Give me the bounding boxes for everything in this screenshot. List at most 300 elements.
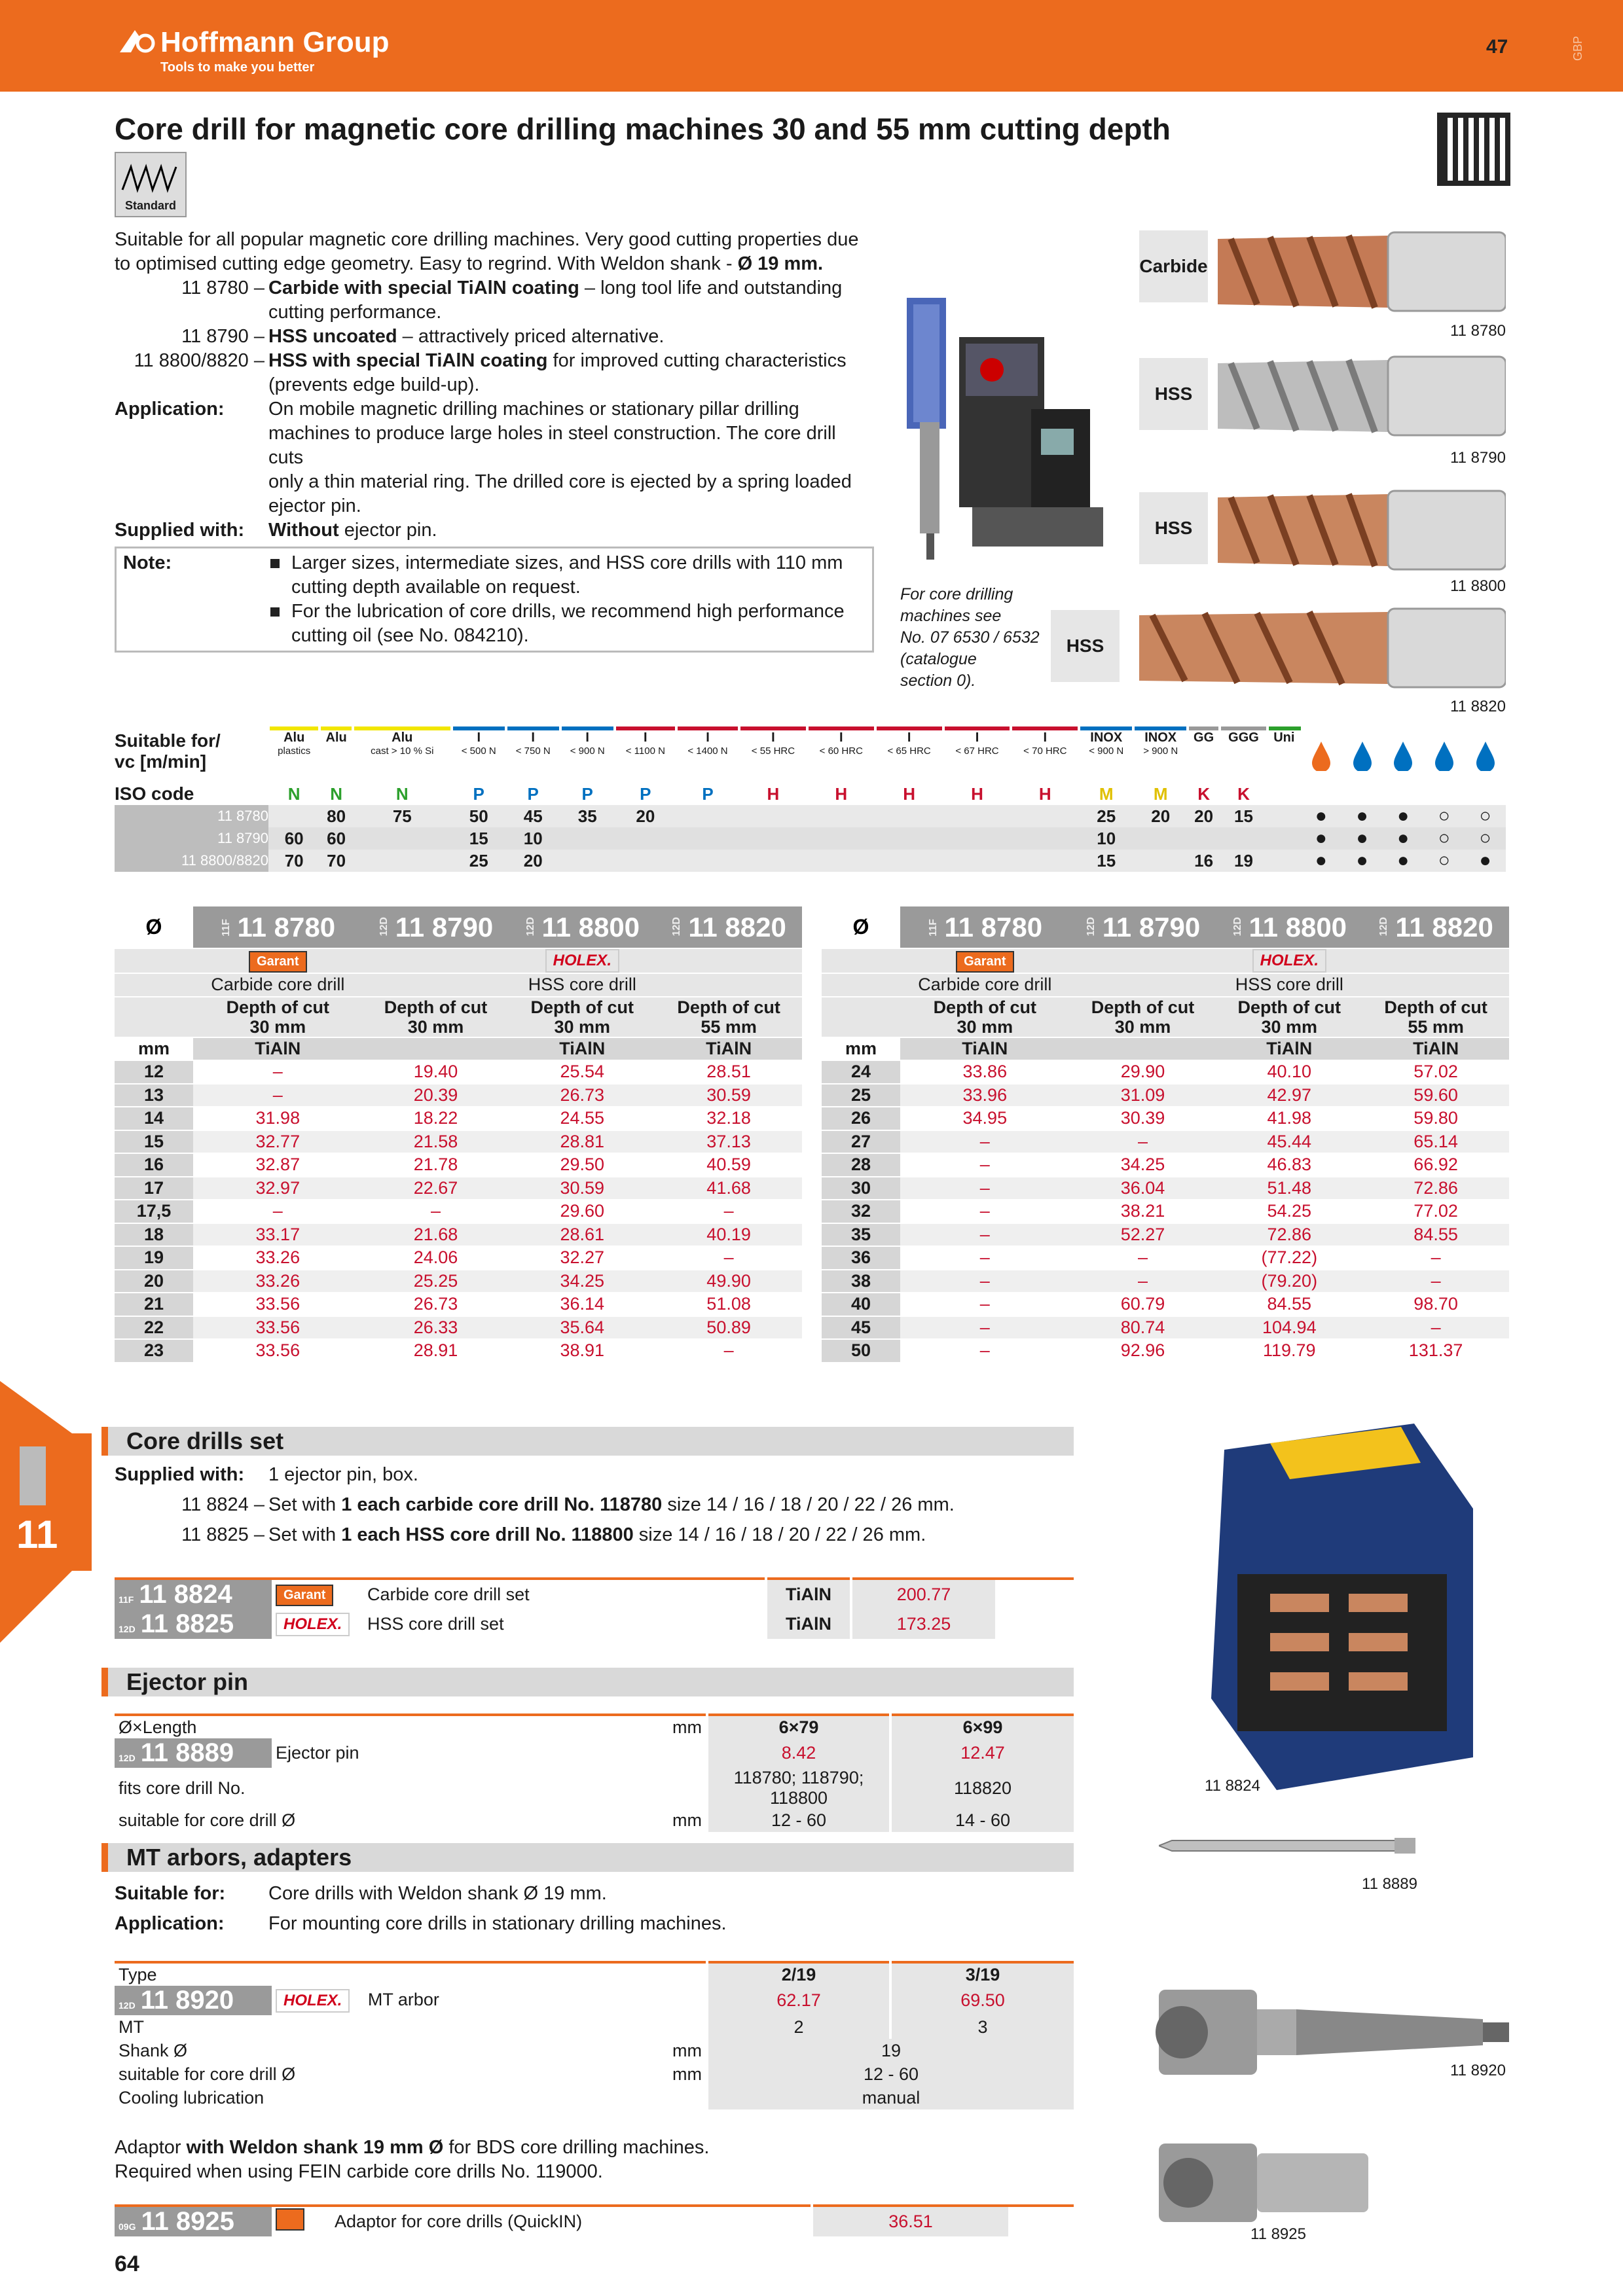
- iso-code: H: [767, 783, 780, 804]
- price-cell: 26.73: [363, 1293, 509, 1316]
- table-row: 17,5 – – 29.60 –: [115, 1200, 802, 1223]
- price-cell: –: [363, 1200, 509, 1223]
- cutting-speed: 45: [506, 805, 560, 827]
- price-cell: 24.06: [363, 1246, 509, 1270]
- price-cell: –: [900, 1153, 1070, 1177]
- price: 62.17: [707, 1986, 890, 2015]
- price-cell: 32.27: [509, 1246, 655, 1270]
- column-order-number[interactable]: 11F 11 8780: [900, 906, 1070, 948]
- cutting-speed: [1011, 850, 1079, 872]
- adaptor-order-table: 09G 11 8925 Adaptor for core drills (QuickIN) 36.51: [115, 2204, 1074, 2236]
- table-row: 50 – 92.96 119.79 131.37: [822, 1339, 1509, 1363]
- order-number[interactable]: 12D 11 8889: [115, 1738, 272, 1768]
- price-cell: 20.39: [363, 1084, 509, 1107]
- lubrication-icon: [1341, 730, 1383, 783]
- supplied-block: Supplied with: Without ejector pin.: [115, 520, 437, 541]
- table-row: 14 31.98 18.22 24.55 32.18: [115, 1107, 802, 1130]
- price-cell: 33.86: [900, 1060, 1070, 1084]
- price-cell: 59.80: [1362, 1107, 1509, 1130]
- price-cell: 32.97: [193, 1177, 363, 1200]
- iso-code: P: [527, 783, 539, 804]
- price-cell: 19.40: [363, 1060, 509, 1084]
- iso-code: P: [473, 783, 484, 804]
- magnetic-drill-machine-image: [894, 298, 1110, 560]
- cutting-speed: [875, 805, 943, 827]
- price-cell: –: [900, 1316, 1070, 1340]
- cutting-speed: [353, 827, 452, 850]
- table-row: 25 33.96 31.09 42.97 59.60: [822, 1084, 1509, 1107]
- table-row: 32 – 38.21 54.25 77.02: [822, 1200, 1509, 1223]
- price-cell: –: [655, 1339, 802, 1363]
- price-cell: 51.08: [655, 1293, 802, 1316]
- cutting-speed: [807, 805, 875, 827]
- material-column-header: Uni: [1273, 730, 1295, 745]
- cutting-speed: [1267, 850, 1300, 872]
- table-row: 19 33.26 24.06 32.27 –: [115, 1246, 802, 1270]
- price-cell: 72.86: [1362, 1177, 1509, 1200]
- table-row: 13 – 20.39 26.73 30.59: [115, 1084, 802, 1107]
- material-column-header: Alu: [325, 730, 347, 745]
- price-cell: 36.04: [1070, 1177, 1216, 1200]
- iso-code: H: [971, 783, 983, 804]
- price-cell: 30.59: [509, 1177, 655, 1200]
- table-row: 40 – 60.79 84.55 98.70: [822, 1293, 1509, 1316]
- iso-code: N: [395, 783, 409, 804]
- suitability-dot: ●: [1341, 827, 1383, 850]
- suitability-dot: ○: [1465, 805, 1506, 827]
- cutting-speed: 60: [268, 827, 319, 850]
- cutting-speed: 75: [353, 805, 452, 827]
- order-number[interactable]: 12D 11 8825: [115, 1609, 272, 1639]
- cutting-speed: 15: [1079, 850, 1133, 872]
- price-cell: 28.81: [509, 1130, 655, 1154]
- cutting-speed: [807, 827, 875, 850]
- price-cell: 37.13: [655, 1130, 802, 1154]
- price-cell: –: [900, 1223, 1070, 1247]
- material-column-header: GG: [1194, 730, 1214, 745]
- price: 36.51: [812, 2206, 1008, 2236]
- price-cell: 33.26: [193, 1270, 363, 1293]
- product-name: HSS core drill set: [367, 1614, 504, 1634]
- price-cell: 29.50: [509, 1153, 655, 1177]
- table-row: 28 – 34.25 46.83 66.92: [822, 1153, 1509, 1177]
- section-ejector-pin: Ejector pin: [101, 1668, 1074, 1696]
- price-cell: 33.96: [900, 1084, 1070, 1107]
- iso-code: P: [581, 783, 593, 804]
- lubrication-icon: [1424, 730, 1465, 783]
- price-cell: –: [655, 1200, 802, 1223]
- price-cell: –: [1362, 1316, 1509, 1340]
- ejector-image-number: 11 8889: [1362, 1875, 1417, 1893]
- material-column-header: I < 900 N: [570, 730, 605, 757]
- cutting-speed: 25: [1079, 805, 1133, 827]
- cutting-speed: [615, 827, 676, 850]
- price-cell: 34.25: [1070, 1153, 1216, 1177]
- table-row: 15 32.77 21.58 28.81 37.13: [115, 1130, 802, 1154]
- iso-code: K: [1237, 783, 1250, 804]
- adaptor-brand-icon: [276, 2208, 304, 2231]
- cutting-speed: [1188, 827, 1220, 850]
- price-cell: 26.73: [509, 1084, 655, 1107]
- material-column-header: I < 70 HRC: [1023, 730, 1067, 757]
- adaptor-image-number: 11 8925: [1250, 2225, 1306, 2243]
- price-cell: 29.90: [1070, 1060, 1216, 1084]
- cutting-speed: [676, 850, 739, 872]
- suitability-dot: ●: [1301, 827, 1342, 850]
- holex-logo: HOLEX.: [276, 1613, 350, 1636]
- material-row-number: 11 8780: [115, 805, 268, 827]
- drill-number-118820: 11 8820: [1450, 698, 1506, 715]
- price-cell: –: [900, 1200, 1070, 1223]
- cutting-speed: [353, 850, 452, 872]
- cutting-speed: 10: [1079, 827, 1133, 850]
- price-cell: –: [193, 1060, 363, 1084]
- lubrication-icon: [1465, 730, 1506, 783]
- coating: TiAlN: [766, 1579, 851, 1609]
- table-row: 38 – – (79.20) –: [822, 1270, 1509, 1293]
- table-row: 36 – – (77.22) –: [822, 1246, 1509, 1270]
- price-cell: 32.18: [655, 1107, 802, 1130]
- cutting-speed: [676, 805, 739, 827]
- iso-code: M: [1153, 783, 1168, 804]
- garant-logo: Garant: [956, 951, 1013, 973]
- iso-code: N: [287, 783, 301, 804]
- price-cell: 40.19: [655, 1223, 802, 1247]
- cutting-speed: 20: [1188, 805, 1220, 827]
- price-cell: 28.61: [509, 1223, 655, 1247]
- brand-logo[interactable]: [160, 26, 390, 75]
- intro-line2: to optimised cutting edge geometry. Easy to regrind. With Weldon shank - Ø 19 mm.: [115, 253, 824, 274]
- product-description: Suitable for all popular magnetic core drilling machines. Very good cutting properties due to optimised cutting edge geometry. Easy to regrind. With Weldon shank - Ø 19 mm. 11 8780 – Carbide with special TiAlN coating – long tool life and outstanding cutting performance. 11 8790 – HSS uncoated – attractively priced alternative. 11 8800/8820 – HSS with special TiAlN coating for improved cutting characteristics (prevents edge build-up). Application: On mobile magnetic drilling machines or stationary pillar drilling machines to produce large holes in steel construction. The core drill cuts only a thin material ring. The drilled core is ejected by a spring loaded ejector pin. Supplied with: Without ejector pin. Note: Larger sizes, intermediate sizes, and HSS core drills with 110 mm cutting depth available on request. For the lubrication of core drills, we recommend high performance cutting oil (see No. 084210).: [115, 228, 874, 653]
- price-cell: 46.83: [1216, 1153, 1362, 1177]
- drill-label-hss: HSS: [1139, 358, 1208, 430]
- column-order-number[interactable]: 12D 11 8820: [655, 906, 802, 948]
- iso-code: P: [702, 783, 714, 804]
- price-cell: (77.22): [1216, 1246, 1362, 1270]
- iso-code: M: [1099, 783, 1114, 804]
- column-order-number[interactable]: 12D 11 8820: [1362, 906, 1509, 948]
- price-cell: –: [900, 1246, 1070, 1270]
- material-column-header: I < 55 HRC: [751, 730, 795, 757]
- price-cell: –: [193, 1084, 363, 1107]
- drill-label-hss: HSS: [1139, 492, 1208, 564]
- price-cell: 24.55: [509, 1107, 655, 1130]
- cutting-speed: 15: [452, 827, 506, 850]
- note-item: Larger sizes, intermediate sizes, and HSS core drills with 110 mm cutting depth available on request.: [270, 551, 866, 600]
- cutting-speed: [807, 850, 875, 872]
- price-cell: 49.90: [655, 1270, 802, 1293]
- material-column-header: INOX > 900 N: [1143, 730, 1178, 757]
- cutting-speed: [1267, 827, 1300, 850]
- cutting-speed: 50: [452, 805, 506, 827]
- sets-order-table: [115, 1577, 1074, 1639]
- price: 8.42: [707, 1738, 890, 1768]
- cutting-speed: [739, 850, 807, 872]
- price-cell: 21.58: [363, 1130, 509, 1154]
- cutting-speed: [560, 850, 615, 872]
- note-item: For the lubrication of core drills, we recommend high performance cutting oil (see No. 084210).: [270, 600, 866, 648]
- price-cell: 25.54: [509, 1060, 655, 1084]
- price-cell: 22.67: [363, 1177, 509, 1200]
- cutting-speed: [875, 827, 943, 850]
- page-title: Core drill for magnetic core drilling machines 30 and 55 mm cutting depth: [115, 112, 1171, 146]
- cutting-speed: [739, 827, 807, 850]
- price-cell: 29.60: [509, 1200, 655, 1223]
- cutting-speed: 70: [319, 850, 352, 872]
- cutting-speed: [1133, 827, 1188, 850]
- price-cell: –: [655, 1246, 802, 1270]
- price-cell: 33.56: [193, 1293, 363, 1316]
- price: 173.25: [851, 1609, 995, 1639]
- price-cell: 26.33: [363, 1316, 509, 1340]
- chapter-tab[interactable]: [0, 1381, 92, 1643]
- suitability-dot: ○: [1424, 805, 1465, 827]
- column-order-number[interactable]: 12D 11 8790: [1070, 906, 1216, 948]
- hss-coated-55mm-core-drill-image: [1139, 599, 1506, 697]
- price-cell: (79.20): [1216, 1270, 1362, 1293]
- section-mt-arbors: MT arbors, adapters: [101, 1843, 1074, 1872]
- price-cell: 18.22: [363, 1107, 509, 1130]
- order-number[interactable]: 11F 11 8824: [115, 1579, 272, 1609]
- price-cell: 31.98: [193, 1107, 363, 1130]
- holex-logo: HOLEX.: [545, 949, 619, 973]
- suitability-dot: ●: [1383, 850, 1424, 872]
- garant-logo: Garant: [249, 951, 306, 973]
- drill-number-118800: 11 8800: [1450, 577, 1506, 595]
- price-cell: 80.74: [1070, 1316, 1216, 1340]
- table-row: 21 33.56 26.73 36.14 51.08: [115, 1293, 802, 1316]
- price-cell: 21.68: [363, 1223, 509, 1247]
- price-cell: 52.27: [1070, 1223, 1216, 1247]
- material-column-header: I < 500 N: [461, 730, 496, 757]
- cutting-speed: [1011, 805, 1079, 827]
- price-cell: –: [193, 1200, 363, 1223]
- material-suitability-table: Suitable for/ vc [m/min] Alu plastics Alu Alu cast > 10 % Si I < 500 N I < 750 N I < 900 N I < 1100 N I < 1400 N I < 55 HRC I < 60 HRC I < 65 HRC I < 67 HRC I < 70 HRC INOX < 900 N INOX > 900 N GG GGG Uni ISO code N N N P P P P P H H H H H M M K K 11 8780 80 75 50 45 35 20 25 20 20 15 ● ● ● ○ ○ 11 8790 60 60 15 10 10 ● ● ● ○ ○ 11 8800/8820 70 70 25 20 15 16 19 ● ● ● ○ ●: [115, 726, 1506, 872]
- cutting-speed: [739, 805, 807, 827]
- cutting-speed: [875, 850, 943, 872]
- price: 69.50: [890, 1986, 1074, 2015]
- material-row-number: 11 8790: [115, 827, 268, 850]
- price-cell: 50.89: [655, 1316, 802, 1340]
- price-cell: 33.17: [193, 1223, 363, 1247]
- material-column-header: I < 1400 N: [687, 730, 728, 757]
- price: 200.77: [851, 1579, 995, 1609]
- price-cell: –: [900, 1177, 1070, 1200]
- table-row: 24 33.86 29.90 40.10 57.02: [822, 1060, 1509, 1084]
- cutting-speed: [1220, 827, 1267, 850]
- cutting-speed: 16: [1188, 850, 1220, 872]
- price-cell: –: [900, 1270, 1070, 1293]
- table-row: 17 32.97 22.67 30.59 41.68: [115, 1177, 802, 1200]
- drill-number-118780: 11 8780: [1450, 322, 1506, 340]
- price-cell: 59.60: [1362, 1084, 1509, 1107]
- cutting-speed: [943, 805, 1012, 827]
- product-name: Carbide core drill set: [367, 1585, 530, 1604]
- price-cell: –: [1362, 1246, 1509, 1270]
- price-cell: 32.87: [193, 1153, 363, 1177]
- price-cell: –: [900, 1293, 1070, 1316]
- catalogue-page-number: 47: [1486, 36, 1508, 58]
- price-cell: 36.14: [509, 1293, 655, 1316]
- column-order-number[interactable]: 11F 11 8780: [193, 906, 363, 948]
- material-column-header: I < 67 HRC: [955, 730, 999, 757]
- drill-number-118790: 11 8790: [1450, 449, 1506, 467]
- table-row: 26 34.95 30.39 41.98 59.80: [822, 1107, 1509, 1130]
- price-cell: 131.37: [1362, 1339, 1509, 1363]
- ejector-pin-image: [1159, 1833, 1421, 1864]
- price-cell: 98.70: [1362, 1293, 1509, 1316]
- cutting-speed: [560, 827, 615, 850]
- footer-page-number: 64: [115, 2251, 139, 2276]
- table-row: 35 – 52.27 72.86 84.55: [822, 1223, 1509, 1247]
- material-column-header: Alu plastics: [278, 730, 311, 757]
- holex-logo: HOLEX.: [1252, 949, 1326, 973]
- hoffmann-logo-icon: [117, 27, 156, 54]
- price-cell: 54.25: [1216, 1200, 1362, 1223]
- price-cell: 34.25: [509, 1270, 655, 1293]
- adaptor-image: [1156, 2137, 1385, 2234]
- ejector-pin-table: Ø×Length mm 6×79 6×99 12D 11 8889 Ejector pin 8.42 12.47 fits core drill No. 118780; 118790; 118800 118820 suitable for core drill Ø mm 12 - 60 14 - 60: [115, 1713, 1074, 1832]
- price-cell: 42.97: [1216, 1084, 1362, 1107]
- iso-code: [1267, 783, 1300, 805]
- cutting-speed: [1267, 805, 1300, 827]
- intro-line1: Suitable for all popular magnetic core drilling machines. Very good cutting properties due: [115, 229, 859, 250]
- cutting-speed: 20: [506, 850, 560, 872]
- cutting-speed: 15: [1220, 805, 1267, 827]
- order-number[interactable]: 12D 11 8920: [115, 1986, 272, 2015]
- table-row: 45 – 80.74 104.94 –: [822, 1316, 1509, 1340]
- material-row-number: 11 8800/8820: [115, 850, 268, 872]
- price-cell: 60.79: [1070, 1293, 1216, 1316]
- price-cell: 84.55: [1216, 1293, 1362, 1316]
- price-cell: 25.25: [363, 1270, 509, 1293]
- price-cell: 119.79: [1216, 1339, 1362, 1363]
- standard-zigzag-icon: [121, 160, 180, 198]
- drill-label-hss: HSS: [1051, 610, 1120, 682]
- mt-arbor-table: Type 2/19 3/19 12D 11 8920 HOLEX. MT arbor 62.17 69.50 MT 2 3 Shank Ø mm 19 suitable for core drill Ø mm 12 - 60 Cooling lubrication manual: [115, 1961, 1074, 2109]
- price-cell: –: [1070, 1270, 1216, 1293]
- iso-code: P: [640, 783, 651, 804]
- suitability-dot: ●: [1301, 850, 1342, 872]
- set-image-number: 11 8824: [1205, 1777, 1260, 1795]
- price-cell: –: [1070, 1130, 1216, 1154]
- price-cell: 31.09: [1070, 1084, 1216, 1107]
- application-block: Application: On mobile magnetic drilling machines or stationary pillar drilling machines to produce large holes in steel construction. The core drill cuts only a thin material ring. The drilled core is ejected by a spring loaded ejector pin.: [115, 399, 852, 516]
- adaptor-description: Adaptor with Weldon shank 19 mm Ø for BDS core drilling machines. Required when using FEIN carbide core drills No. 119000.: [115, 2137, 710, 2182]
- sets-description: Supplied with: 1 ejector pin, box. 11 8824 – Set with 1 each carbide core drill No. 118780 size 14 / 16 / 18 / 20 / 22 / 26 mm. 11 8825 – Set with 1 each HSS core drill No. 118800 size 14 / 16 / 18 / 20 / 22 / 26 mm.: [115, 1464, 955, 1545]
- price-cell: 45.44: [1216, 1130, 1362, 1154]
- price-cell: 30.59: [655, 1084, 802, 1107]
- price-cell: 92.96: [1070, 1339, 1216, 1363]
- hss-coated-core-drill-image: [1218, 481, 1558, 579]
- suitability-dot: ●: [1301, 805, 1342, 827]
- price-cell: 77.02: [1362, 1200, 1509, 1223]
- cutting-speed: 70: [268, 850, 319, 872]
- material-column-header: I < 1100 N: [625, 730, 665, 757]
- table-row: 20 33.26 25.25 34.25 49.90: [115, 1270, 802, 1293]
- price-cell: 35.64: [509, 1316, 655, 1340]
- price-cell: 104.94: [1216, 1316, 1362, 1340]
- table-row: 16 32.87 21.78 29.50 40.59: [115, 1153, 802, 1177]
- table-row: 18 33.17 21.68 28.61 40.19: [115, 1223, 802, 1247]
- price-cell: 33.56: [193, 1339, 363, 1363]
- price-cell: 51.48: [1216, 1177, 1362, 1200]
- lubrication-icon: [1383, 730, 1424, 783]
- cutting-speed: 10: [506, 827, 560, 850]
- holex-logo: HOLEX.: [276, 1989, 350, 2013]
- hss-uncoated-core-drill-image: [1218, 347, 1558, 445]
- cutting-speed: 20: [615, 805, 676, 827]
- table-row: 27 – – 45.44 65.14: [822, 1130, 1509, 1154]
- price-cell: 28.91: [363, 1339, 509, 1363]
- section-core-drills-set: Core drills set: [101, 1427, 1074, 1456]
- material-column-header: I < 65 HRC: [887, 730, 931, 757]
- cutting-speed: 20: [1133, 805, 1188, 827]
- column-order-number[interactable]: 12D 11 8800: [1216, 906, 1362, 948]
- column-order-number[interactable]: 12D 11 8790: [363, 906, 509, 948]
- suitability-dot: ●: [1341, 850, 1383, 872]
- material-column-header: INOX < 900 N: [1089, 730, 1124, 757]
- cutting-speed: [943, 827, 1012, 850]
- material-column-header: Alu cast > 10 % Si: [371, 730, 434, 757]
- cutting-speed: [676, 827, 739, 850]
- cutting-speed: 25: [452, 850, 506, 872]
- table-row: 23 33.56 28.91 38.91 –: [115, 1339, 802, 1363]
- core-drill-price-table-left: Ø 11F 11 8780 12D 11 8790 12D 11 8800 12D 11 8820 Garant HOLEX. Carbide core drill HSS core drill Depth of cut 30 mm Depth of cut 30 mm Depth of cut 30 mm Depth of cut 55 mm mm TiAlN TiAlN TiAlN 12 – 19.40 25.54 28.51 13 – 20.39 26.73 30.59 14 31.98 18.22 24.55 32.18 15 32.77 21.58 28.81 37.13 16 32.87 21.78 29.50 40.59 17 32.97 22.67 30.59 41.68 17,5 – – 29.60 – 18 33.17 21.68 28.61 40.19 19 33.26 24.06 32.27 – 20 33.26 25.25 34.25 49.90 21 33.56 26.73 36.14 51.08 22 33.56 26.33 35.64 50.89 23 33.56 28.91 38.91 –: [115, 906, 802, 1363]
- iso-code: H: [835, 783, 848, 804]
- cutting-speed: 60: [319, 827, 352, 850]
- price-cell: 41.98: [1216, 1107, 1362, 1130]
- core-drill-set-case-image: [1198, 1424, 1480, 1795]
- material-column-header: GGG: [1228, 730, 1259, 745]
- suitability-dot: ●: [1465, 850, 1506, 872]
- order-number[interactable]: 09G 11 8925: [115, 2206, 272, 2236]
- table-row: 12 – 19.40 25.54 28.51: [115, 1060, 802, 1084]
- cutting-speed: [1133, 850, 1188, 872]
- brand-tagline: Tools to make you better: [160, 60, 315, 75]
- price-cell: 38.91: [509, 1339, 655, 1363]
- column-order-number[interactable]: 12D 11 8800: [509, 906, 655, 948]
- iso-code: N: [330, 783, 342, 804]
- price-cell: 57.02: [1362, 1060, 1509, 1084]
- price-cell: 40.10: [1216, 1060, 1362, 1084]
- cutting-speed: [1011, 827, 1079, 850]
- core-drill-price-table-right: Ø 11F 11 8780 12D 11 8790 12D 11 8800 12D 11 8820 Garant HOLEX. Carbide core drill HSS core drill Depth of cut 30 mm Depth of cut 30 mm Depth of cut 30 mm Depth of cut 55 mm mm TiAlN TiAlN TiAlN 24 33.86 29.90 40.10 57.02 25 33.96 31.09 42.97 59.60 26 34.95 30.39 41.98 59.80 27 – – 45.44 65.14 28 – 34.25 46.83 66.92 30 – 36.04 51.48 72.86 32 – 38.21 54.25 77.02 35 – 52.27 72.86 84.55 36 – – (77.22) – 38 – – (79.20) – 40 – 60.79 84.55 98.70 45 – 80.74 104.94 – 50 – 92.96 119.79 131.37: [822, 906, 1509, 1363]
- region-code: GBP: [1571, 36, 1584, 62]
- suitability-dot: ●: [1383, 827, 1424, 850]
- price-cell: –: [900, 1339, 1070, 1363]
- cutting-speed: [615, 850, 676, 872]
- chapter-number: 11: [16, 1513, 58, 1556]
- price-cell: 66.92: [1362, 1153, 1509, 1177]
- price-cell: 21.78: [363, 1153, 509, 1177]
- price: 12.47: [890, 1738, 1074, 1768]
- suitability-dot: ●: [1383, 805, 1424, 827]
- table-row: 30 – 36.04 51.48 72.86: [822, 1177, 1509, 1200]
- mt-arbor-image-number: 11 8920: [1450, 2062, 1506, 2079]
- lubrication-icon: [1301, 730, 1342, 783]
- coating: TiAlN: [766, 1609, 851, 1639]
- price-cell: 30.39: [1070, 1107, 1216, 1130]
- cutting-speed: [268, 805, 319, 827]
- standard-badge: Standard: [115, 152, 187, 217]
- suitability-dot: ○: [1465, 827, 1506, 850]
- cutting-speed: [943, 850, 1012, 872]
- machine-caption: For core drilling machines see No. 07 6530 / 6532 (catalogue section 0).: [900, 585, 1040, 690]
- qr-code-icon[interactable]: [1437, 113, 1510, 186]
- price-cell: 32.77: [193, 1130, 363, 1154]
- price-cell: 33.26: [193, 1246, 363, 1270]
